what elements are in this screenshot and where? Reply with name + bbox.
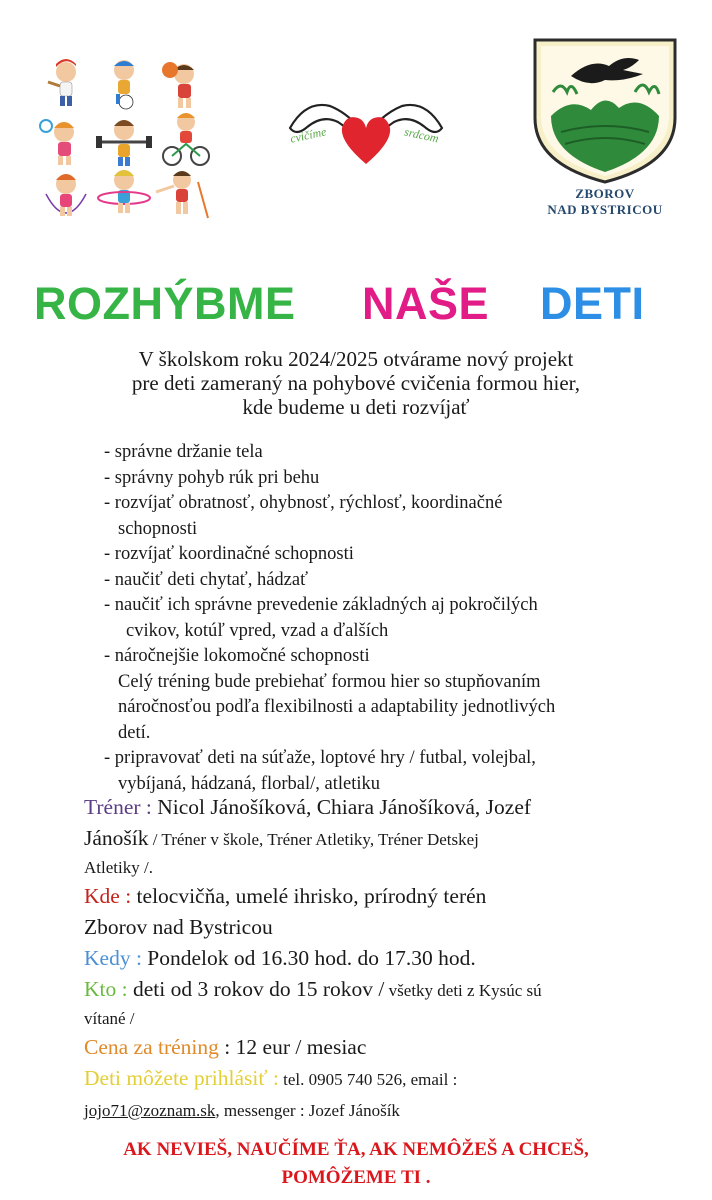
trainer-label: Tréner : [84, 795, 152, 819]
audience-value: deti od 3 rokov do 15 rokov / [127, 977, 385, 1001]
kid-jump-rope-icon [46, 174, 86, 216]
trainer-line-2 [84, 823, 644, 855]
trainer-roles-2: Atletiky /. [84, 858, 153, 877]
headline-word-3: DETI [540, 278, 645, 329]
price-line [84, 1032, 644, 1063]
list-item: - naučiť deti chytať, hádzať [104, 569, 308, 590]
schedule-label: Kedy : [84, 946, 142, 970]
intro-paragraph [40, 347, 672, 419]
headline-word-2: NAŠE [362, 278, 490, 329]
kid-gymnastics-icon [156, 171, 208, 218]
audience-note: všetky deti z Kysúc sú [384, 981, 542, 1000]
trainer-line [84, 792, 644, 823]
kid-baseball-icon [48, 59, 76, 106]
list-item: - správne držanie tela [104, 442, 263, 462]
email-link[interactable]: jojo71@zoznam.sk [84, 1101, 216, 1120]
intro-line-2: pre deti zameraný na pohybové cvičenia formou hier, [131, 371, 581, 395]
location-value: telocvičňa, umelé ihrisko, prírodný terén [131, 884, 487, 908]
town-name-line1: ZBOROV [575, 186, 635, 201]
trainer-value-2: Jánošík [84, 826, 149, 850]
price-label: Cena za tréning [84, 1035, 219, 1059]
location-value-2: Zborov nad Bystricou [84, 915, 273, 939]
slogan-line-1: AK NEVIEŠ, NAUČÍME ŤA, AK NEMÔŽEŠ A CHCEŠ, [123, 1139, 589, 1160]
schedule-value: Pondelok od 16.30 hod. do 17.30 hod. [141, 946, 476, 970]
slogan [40, 1136, 672, 1192]
list-item: - pripravovať deti na súťaže, loptové hry / futbal, volejbal, [104, 748, 536, 768]
audience-note-2: vítané / [84, 1009, 135, 1028]
location-label: Kde : [84, 884, 132, 908]
list-item: - náročnejšie lokomočné schopnosti [104, 646, 370, 666]
goals-list [104, 440, 684, 797]
signup-line [84, 1063, 644, 1095]
contact-line [84, 1095, 644, 1126]
intro-line-1: V školskom roku 2024/2025 otvárame nový projekt [138, 347, 574, 371]
kid-hula-hoop-icon [98, 170, 150, 213]
intro-line-3: kde budeme u deti rozvíjať [242, 395, 470, 419]
slogan-line-2: POMÔŽEME TI . [281, 1167, 431, 1188]
kid-cycling-icon [163, 113, 209, 165]
list-item-continuation: vybíjaná, hádzaná, florbal/, atletiku [118, 773, 380, 794]
list-item: - správny pohyb rúk pri behu [104, 467, 320, 488]
kid-weightlifting-icon [96, 120, 152, 166]
headline-word-1: ROZHÝBME [34, 278, 296, 329]
training-note-line: náročnosťou podľa flexibilnosti a adaptability jednotlivých [118, 697, 556, 717]
kid-soccer-icon [114, 60, 134, 109]
kid-basketball-icon [162, 62, 194, 108]
heart-text-right: srdcom [403, 124, 441, 146]
price-value: : 12 eur / mesiac [218, 1035, 367, 1059]
zborov-coat-of-arms-icon [531, 36, 679, 186]
list-item: - naučiť ich správne prevedenie základných aj pokročilých [104, 595, 538, 615]
messenger-contact: , messenger : Jozef Jánošík [215, 1101, 400, 1120]
heart-text-left: cvičíme [288, 124, 328, 146]
trainer-roles: / Tréner v škole, Tréner Atletiky, Tréner Detskej [148, 830, 479, 849]
hands-heart-logo [286, 92, 446, 182]
training-note-line: Celý tréning bude prebiehať formou hier so stupňovaním [118, 671, 541, 692]
kid-tennis-icon [40, 120, 74, 165]
signup-contact: tel. 0905 740 526, email : [278, 1070, 458, 1089]
audience-label: Kto : [84, 977, 128, 1001]
trainer-value: Nicol Jánošíková, Chiara Jánošíková, Jozef [151, 795, 532, 819]
list-item-continuation: schopnosti [118, 518, 198, 539]
children-exercising-illustration [36, 52, 214, 224]
training-note-line: detí. [118, 722, 151, 743]
list-item: - rozvíjať obratnosť, ohybnosť, rýchlosť, koordinačné [104, 493, 503, 513]
schedule-line [84, 943, 644, 974]
signup-label: Deti môžete prihlásiť : [84, 1066, 279, 1090]
list-item: - rozvíjať koordinačné schopnosti [104, 544, 354, 564]
list-item-continuation: cvikov, kotúľ vpred, vzad a ďalších [126, 620, 389, 641]
location-line [84, 881, 644, 912]
audience-line [84, 974, 644, 1006]
info-block [84, 792, 644, 1126]
town-name-line2: NAD BYSTRICOU [547, 202, 663, 217]
